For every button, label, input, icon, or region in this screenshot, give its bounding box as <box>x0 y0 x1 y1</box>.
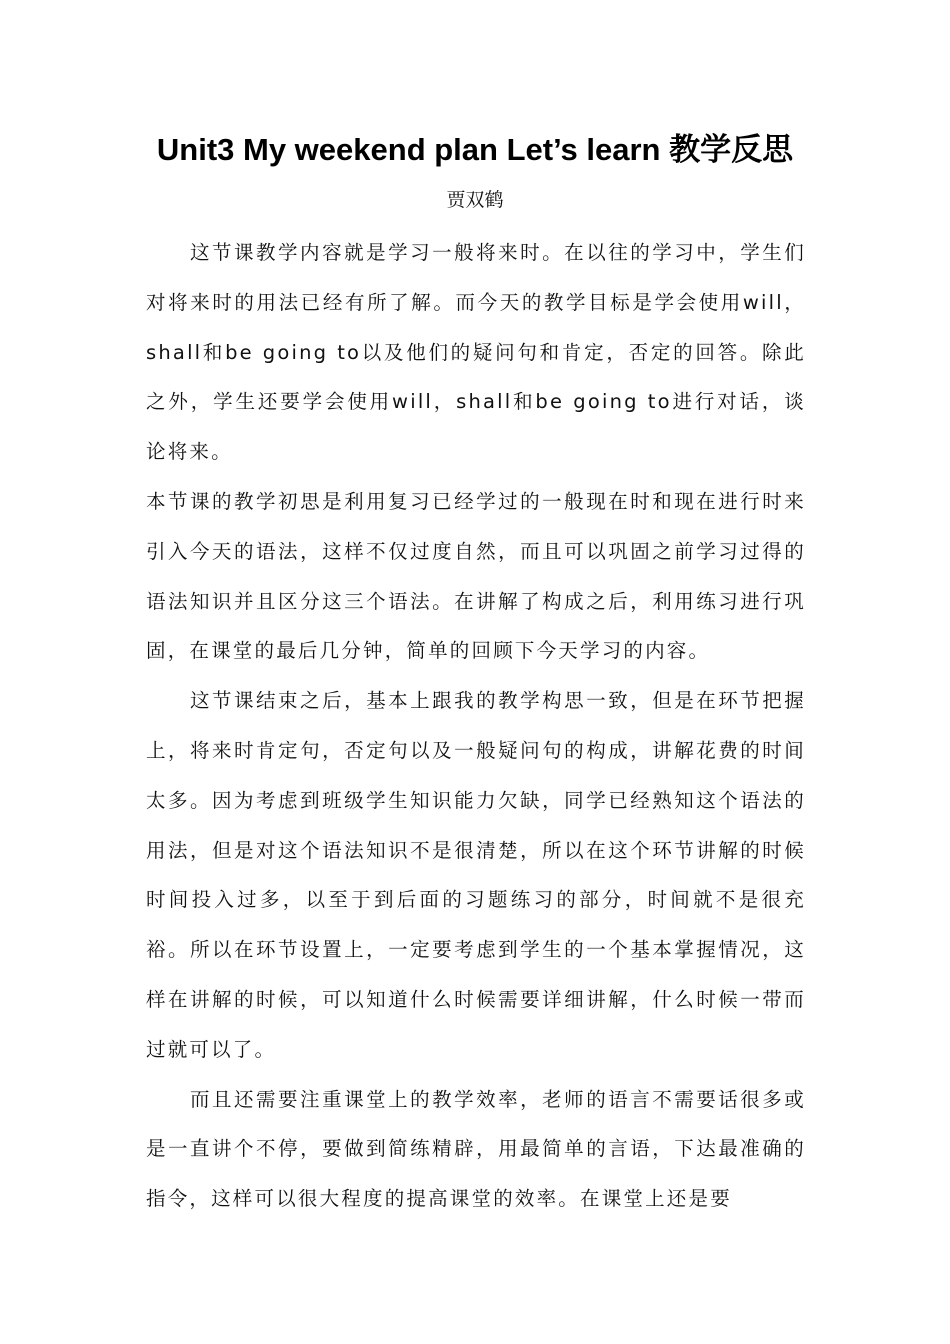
document-author: 贾双鹤 <box>446 189 504 211</box>
paragraph-reflection: 这节课结束之后，基本上跟我的教学构思一致，但是在环节把握上，将来时肯定句，否定句以及一般疑问句的构成，讲解花费的时间太多。因为考虑到班级学生知识能力欠缺，同学已经熟知这个语法的用法，但是对这个语法知识不是很清楚，所以在这个环节讲解的时候时间投入过多，以至于到后面的习题练习的部分，时间就不是很充裕。所以在环节设置上，一定要考虑到学生的一个基本掌握情况，这样在讲解的时候，可以知道什么时候需要详细讲解，什么时候一带而过就可以了。 <box>146 689 806 1061</box>
paragraph-efficiency: 而且还需要注重课堂上的教学效率，老师的语言不需要话很多或是一直讲个不停，要做到简练精辟，用最简单的言语，下达最准确的指令，这样可以很大程度的提高课堂的效率。在课堂上还是要 <box>146 1087 806 1211</box>
paragraph-teaching-design: 本节课的教学初思是利用复习已经学过的一般现在时和现在进行时来引入今天的语法，这样不仅过度自然，而且可以巩固之前学习过得的语法知识并且区分这三个语法。在讲解了构成之后，利用练习进行巩固，在课堂的最后几分钟，简单的回顾下今天学习的内容。 <box>146 489 806 663</box>
paragraph-intro: 这节课教学内容就是学习一般将来时。在以往的学习中，学生们对将来时的用法已经有所了解。而今天的教学目标是学会使用will，shall和be going to以及他们的疑问句和肯定，否定的回答。除此之外，学生还要学会使用will，shall和be going to进行对话，谈论将来。 <box>146 241 806 464</box>
document-title: Unit3 My weekend plan Let’s learn 教学反思 <box>156 132 794 167</box>
document-body <box>146 228 806 1224</box>
